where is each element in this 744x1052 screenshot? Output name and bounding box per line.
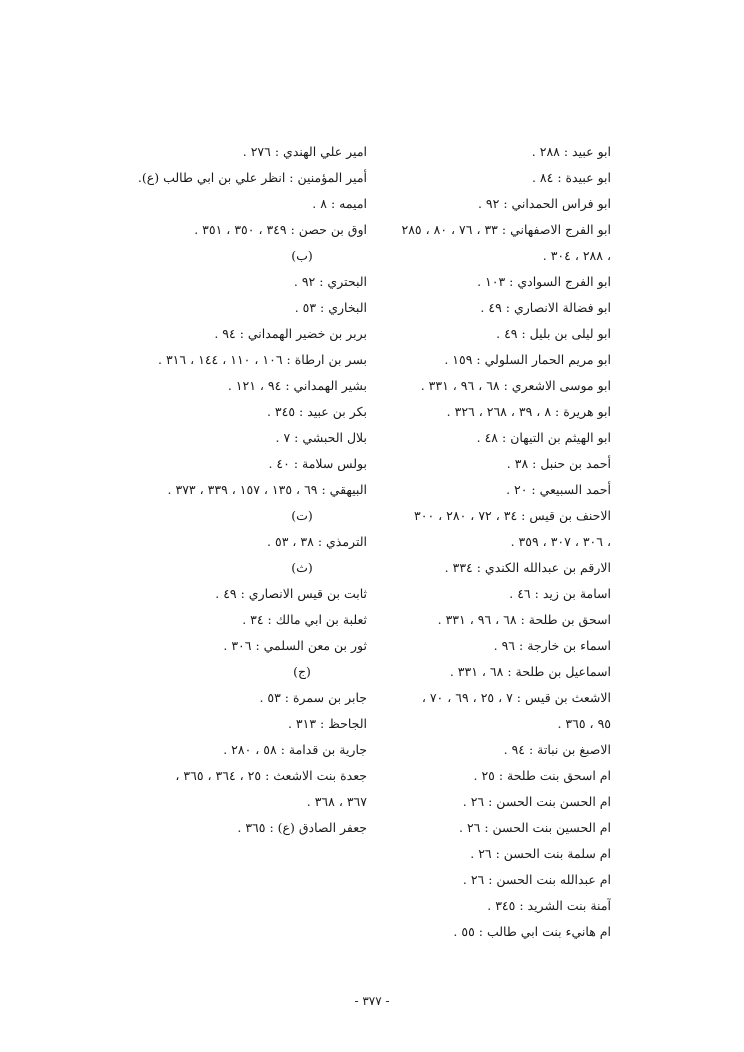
index-entry: اميمه : ٨ . <box>312 196 367 211</box>
index-entry: اسامة بن زيد : ٤٦ . <box>509 586 611 601</box>
index-entry: بشير الهمداني : ٩٤ ، ١٢١ . <box>227 378 367 393</box>
index-entry: بسر بن ارطاة : ١٠٦ ، ١١٠ ، ١٤٤ ، ٣١٦ . <box>158 352 367 367</box>
index-entry: ثور بن معن السلمي : ٣٠٦ . <box>223 638 367 653</box>
index-entry: آمنة بنت الشريد : ٣٤٥ . <box>487 898 611 913</box>
index-entry: جارية بن قدامة : ٥٨ ، ٢٨٠ . <box>223 742 367 757</box>
index-entry: ابو موسى الاشعري : ٦٨ ، ٩٦ ، ٣٣١ . <box>420 378 611 393</box>
index-entry: بولس سلامة : ٤٠ . <box>268 456 367 471</box>
index-entry: الترمذي : ٣٨ ، ٥٣ . <box>267 534 367 549</box>
index-entry: ثعلبة بن ابي مالك : ٣٤ . <box>242 612 367 627</box>
index-entry: ابو فراس الحمداني : ٩٢ . <box>477 196 611 211</box>
index-entry: أمير المؤمنين : انظر علي بن ابي طالب (ع). <box>137 170 367 185</box>
index-column-left <box>117 139 367 841</box>
index-entry: ٣٦٧ ، ٣٦٨ . <box>306 794 367 809</box>
index-entry: بكر بن عبيد : ٣٤٥ . <box>266 404 367 419</box>
section-letter-heading: (ج) <box>293 664 311 679</box>
index-entry: ام هانيء بنت ابي طالب : ٥٥ . <box>453 924 611 939</box>
index-entry: اوق بن حصن : ٣٤٩ ، ٣٥٠ ، ٣٥١ . <box>194 222 367 237</box>
index-entry: ابو فضالة الانصاري : ٤٩ . <box>480 300 611 315</box>
index-entry: جعفر الصادق (ع) : ٣٦٥ . <box>237 820 367 835</box>
index-entry: ابو عبيدة : ٨٤ . <box>531 170 611 185</box>
index-entry: أحمد السبيعي : ٢٠ . <box>506 482 611 497</box>
index-entry: ٩٥ ، ٣٦٥ . <box>557 716 611 731</box>
index-entry: بربر بن خضير الهمداني : ٩٤ . <box>214 326 367 341</box>
section-letter-heading: (ت) <box>291 508 313 523</box>
index-entry: جابر بن سمرة : ٥٣ . <box>259 690 367 705</box>
index-entry: الاصبغ بن نباتة : ٩٤ . <box>503 742 611 757</box>
index-entry: الاحنف بن قيس : ٣٤ ، ٧٢ ، ٢٨٠ ، ٣٠٠ <box>414 508 611 523</box>
index-entry: ام عبدالله بنت الحسن : ٢٦ . <box>462 872 611 887</box>
index-entry: امير علي الهندي : ٢٧٦ . <box>242 144 367 159</box>
index-entry: أحمد بن حنبل : ٣٨ . <box>506 456 611 471</box>
section-letter-heading: (ث) <box>291 560 313 575</box>
index-entry: ابو الفرج السوادي : ١٠٣ . <box>477 274 611 289</box>
index-entry: ابو هريرة : ٨ ، ٣٩ ، ٢٦٨ ، ٣٢٦ . <box>446 404 611 419</box>
index-entry: ابو الهيثم بن التيهان : ٤٨ . <box>476 430 611 445</box>
index-entry: الاشعث بن قيس : ٧ ، ٢٥ ، ٦٩ ، ٧٠ ، <box>421 690 611 705</box>
index-entry: اسماعيل بن طلحة : ٦٨ ، ٣٣١ . <box>449 664 611 679</box>
index-entry: جعدة بنت الاشعث : ٢٥ ، ٣٦٤ ، ٣٦٥ ، <box>175 768 367 783</box>
index-entry: الارقم بن عبدالله الكندي : ٣٣٤ . <box>444 560 611 575</box>
index-entry: ام اسحق بنت طلحة : ٢٥ . <box>473 768 611 783</box>
index-entry: ، ٢٨٨ ، ٣٠٤ . <box>542 248 611 263</box>
index-entry: ام الحسين بنت الحسن : ٢٦ . <box>458 820 611 835</box>
index-entry: بلال الحبشي : ٧ . <box>275 430 367 445</box>
index-entry: ام الحسن بنت الحسن : ٢٦ . <box>462 794 611 809</box>
index-entry: البحتري : ٩٢ . <box>293 274 367 289</box>
index-column-right <box>361 139 611 945</box>
index-entry: ، ٣٠٦ ، ٣٠٧ ، ٣٥٩ . <box>510 534 611 549</box>
index-entry: اسماء بن خارجة : ٩٦ . <box>493 638 611 653</box>
index-entry: ابو ليلى بن بليل : ٤٩ . <box>496 326 611 341</box>
index-entry: اسحق بن طلحة : ٦٨ ، ٩٦ ، ٣٣١ . <box>437 612 611 627</box>
index-entry: الجاحظ : ٣١٣ . <box>287 716 367 731</box>
index-entry: ام سلمة بنت الحسن : ٢٦ . <box>470 846 611 861</box>
index-entry: ابو مريم الحمار السلولي : ١٥٩ . <box>444 352 611 367</box>
index-entry: البيهقي : ٦٩ ، ١٣٥ ، ١٥٧ ، ٣٣٩ ، ٣٧٣ . <box>167 482 367 497</box>
section-letter-heading: (ب) <box>291 248 313 263</box>
index-entry: البخاري : ٥٣ . <box>294 300 367 315</box>
page-number: - ٣٧٧ - <box>354 994 390 1008</box>
index-entry: ابو عبيد : ٢٨٨ . <box>531 144 611 159</box>
index-entry: ابو الفرج الاصفهاني : ٣٣ ، ٧٦ ، ٨٠ ، ٢٨٥ <box>401 222 611 237</box>
index-entry: ثابت بن قيس الانصاري : ٤٩ . <box>215 586 367 601</box>
